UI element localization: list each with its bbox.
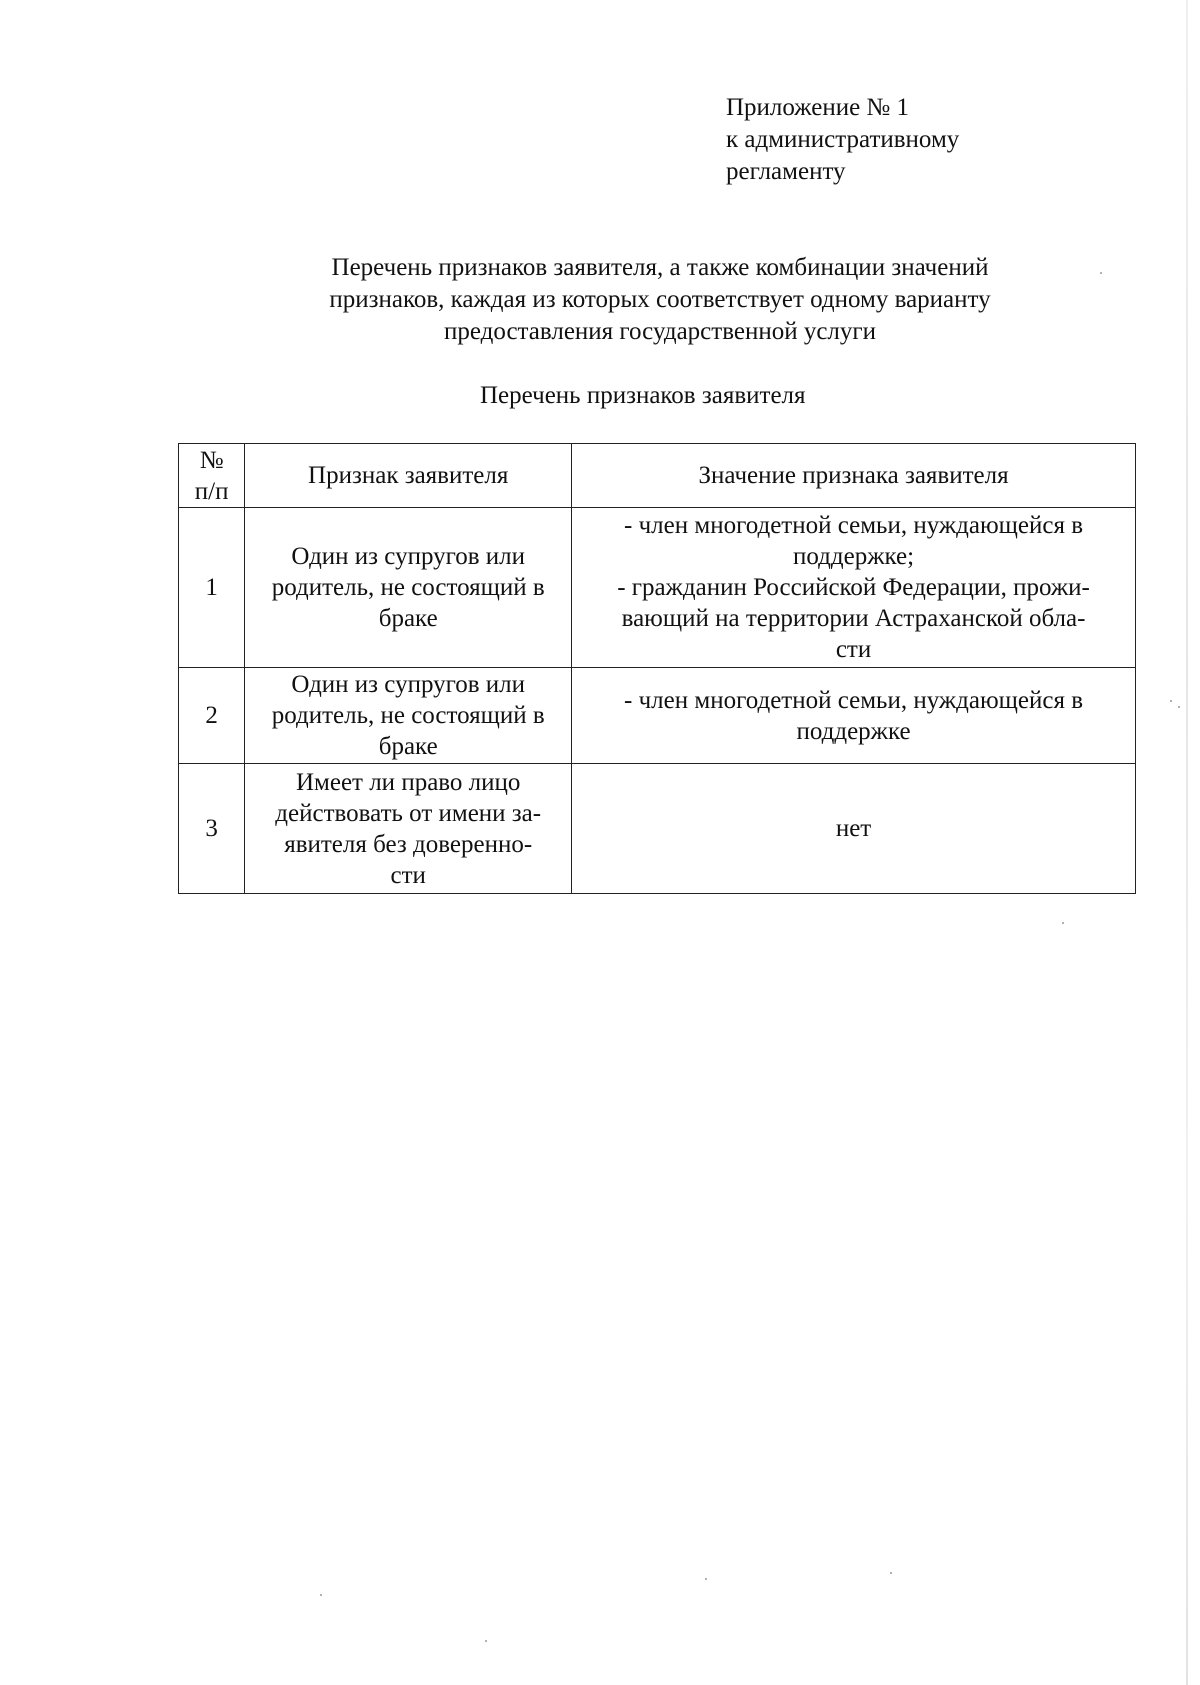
row-attribute bbox=[245, 764, 572, 894]
table-row bbox=[179, 508, 1136, 668]
title-line: предоставления государственной услуги bbox=[443, 318, 877, 345]
cell-line: - член многодетной семьи, нуждающейся в bbox=[624, 512, 1084, 539]
scan-speck bbox=[890, 1572, 892, 1574]
row-number: 2 bbox=[179, 668, 245, 764]
header-attribute: Признак заявителя bbox=[245, 444, 572, 508]
annex-line: к административному bbox=[726, 126, 960, 153]
annex-line: Приложение № 1 bbox=[726, 94, 910, 121]
row-number: 1 bbox=[179, 508, 245, 668]
header-number-symbol: № bbox=[199, 446, 224, 474]
scan-edge-artifact bbox=[1186, 0, 1188, 1685]
scan-speck bbox=[1170, 700, 1172, 702]
scan-speck bbox=[1062, 922, 1064, 924]
table-subtitle: Перечень признаков заявителя bbox=[480, 382, 806, 409]
cell-line: явителя без доверенно- bbox=[284, 830, 533, 858]
cell-line: родитель, не состоящий в bbox=[271, 574, 545, 601]
cell-line: браке bbox=[378, 605, 438, 632]
cell-line: сти bbox=[835, 636, 872, 663]
scan-speck bbox=[485, 1640, 487, 1642]
row-value bbox=[572, 668, 1136, 764]
cell-line: браке bbox=[378, 733, 438, 760]
cell-line: поддержке bbox=[796, 717, 911, 745]
row-value bbox=[572, 764, 1136, 894]
scan-speck bbox=[1178, 706, 1180, 708]
header-number bbox=[179, 444, 245, 508]
header-value: Значение признака заявителя bbox=[572, 444, 1136, 508]
title-line: признаков, каждая из которых соответствует одному варианту bbox=[329, 286, 991, 313]
title-line: Перечень признаков заявителя, а также комбинации значений bbox=[331, 254, 989, 281]
cell-line: сти bbox=[390, 861, 426, 889]
annex-heading bbox=[726, 92, 959, 188]
table-row bbox=[179, 764, 1136, 894]
cell-line: родитель, не состоящий в bbox=[271, 702, 545, 729]
table-row bbox=[179, 668, 1136, 764]
cell-line: вающий на территории Астраханской обла- bbox=[621, 605, 1086, 632]
scan-speck bbox=[705, 1578, 707, 1580]
scan-speck bbox=[320, 1594, 322, 1596]
row-number: 3 bbox=[179, 764, 245, 894]
cell-line: - гражданин Российской Федерации, прожи- bbox=[617, 574, 1090, 601]
document-title bbox=[230, 252, 1090, 348]
applicant-criteria-table bbox=[178, 443, 1136, 894]
row-attribute bbox=[245, 508, 572, 668]
cell-line: Имеет ли право лицо bbox=[295, 768, 521, 796]
row-value bbox=[572, 508, 1136, 668]
cell-line: Один из супругов или bbox=[291, 671, 526, 698]
cell-line: поддержке; bbox=[793, 543, 915, 570]
cell-line: нет bbox=[835, 815, 872, 842]
annex-line: регламенту bbox=[726, 158, 846, 185]
cell-line: действовать от имени за- bbox=[275, 799, 542, 827]
table-header-row bbox=[179, 444, 1136, 508]
cell-line: Один из супругов или bbox=[291, 543, 526, 570]
header-number-abbr: п/п bbox=[194, 477, 229, 505]
scan-speck bbox=[1100, 272, 1102, 274]
cell-line: - член многодетной семьи, нуждающейся в bbox=[624, 686, 1084, 714]
row-attribute bbox=[245, 668, 572, 764]
